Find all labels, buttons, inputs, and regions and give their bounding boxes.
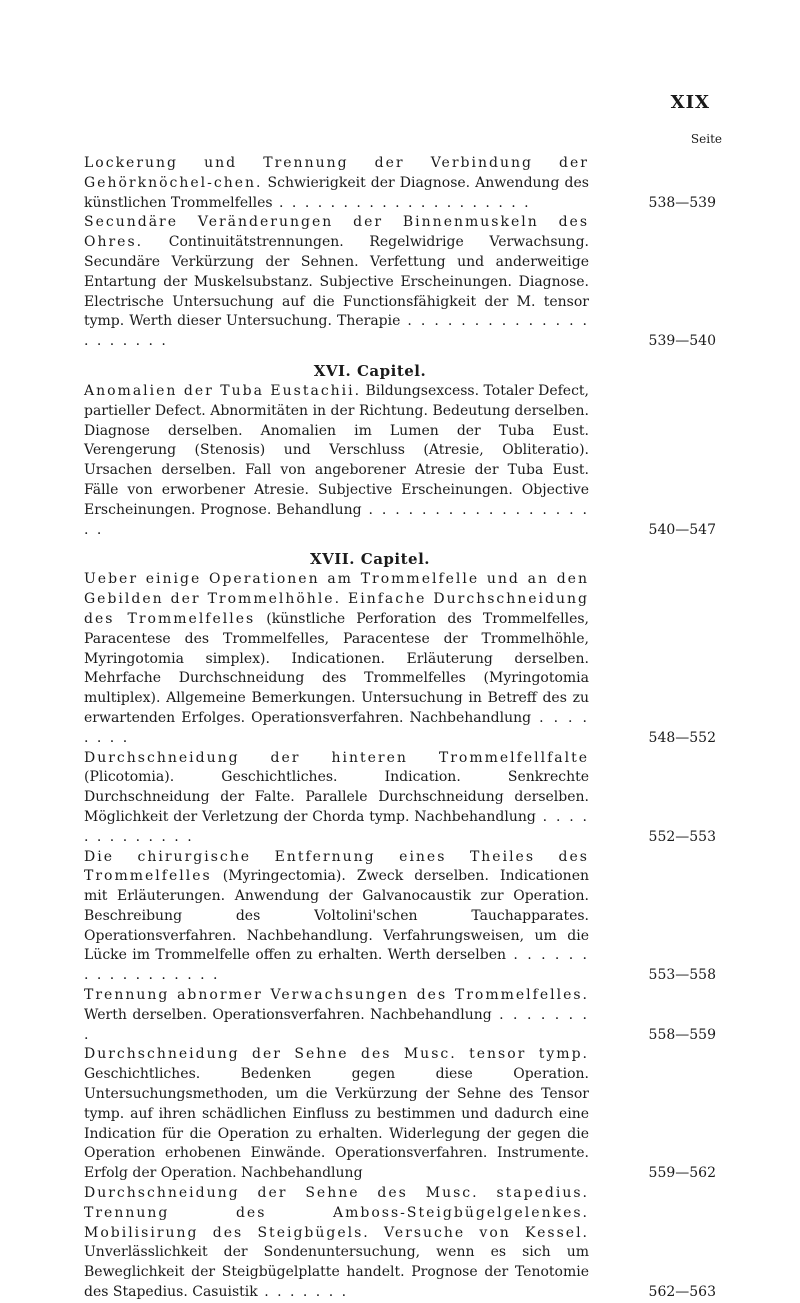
entry-heading: Secundäre Veränderungen der Binnenmuskeln des Ohres.	[84, 214, 589, 251]
toc-entry	[84, 986, 716, 1045]
entry-pages: 552—553	[648, 828, 716, 845]
seite-label: Seite	[690, 132, 722, 146]
entry-heading: Die chirurgische Entfernung eines Theiles des Trommelfelles	[84, 848, 589, 885]
entry-pages: 559—562	[648, 1165, 716, 1182]
entry-pages: 562—563	[648, 1284, 716, 1301]
toc-entry	[84, 848, 716, 987]
entry-text: (künstliche Perforation des Trommelfelles, Paracentese des Trommelfelles, Paracentese der Trommelhöhle, Myringotomia simplex). Indicationen. Erläuterung derselben. Mehrfache Durchschneidung des Trommelfelles (Myringotomia multiplex). Allgemeine Bemerkungen. Untersuchung in Betreff des zu erwartenden Erfolges. Operationsverfahren. Nachbehandlung	[84, 610, 590, 726]
entry-heading: Ueber einige Operationen am Trommelfelle und an den Gebilden der Trommelhöhle. Einfache Durchschneidung des Trommelfelles	[84, 571, 589, 627]
chapter-heading: XVII. Capitel.	[310, 550, 430, 569]
entry-text: Continuitätstrennungen. Regelwidrige Verwachsung. Secundäre Verkürzung der Sehnen. Verfettung und anderweitige Entartung der Muskelsubstanz. Subjective Erscheinungen. Diagnose. Electrische Untersuchung auf die Functionsfähigkeit der M. tensor tymp. Werth dieser Untersuchung. Therapie	[84, 234, 589, 330]
entry-text: Werth derselben. Operationsverfahren. Nachbehandlung	[84, 1006, 492, 1023]
entry-dots: . . . . . . . .	[84, 1006, 589, 1043]
entry-heading: Durchschneidung der Sehne des Musc. stapedius. Trennung des Amboss-Steigbügelgelenkes. Mobilisirung des Steigbügels. Versuche von Kessel.	[84, 1185, 589, 1241]
chapter-heading: XVI. Capitel.	[313, 361, 427, 380]
entry-dots: . . . . . . .	[257, 1284, 349, 1301]
entry-dots: . . . . . . . . . . . . .	[84, 808, 589, 845]
toc-entry	[84, 154, 716, 213]
toc-entry	[84, 749, 716, 848]
toc-entry	[84, 570, 716, 748]
entry-dots: . . . . . . . . . . . . . . . . .	[84, 947, 590, 984]
entry-text: Schwierigkeit der Diagnose. Anwendung des künstlichen Trommelfelles	[84, 174, 589, 211]
toc-entry	[84, 382, 716, 540]
entry-text: (Myringectomia). Zweck derselben. Indicationen mit Erläuterungen. Anwendung der Galvanocaustik zur Operation. Beschreibung des Voltolini'schen Tauchapparates. Operationsverfahren. Nachbehandlung. Verfahrungsweisen, um die Lücke im Trommelfelle offen zu erhalten. Werth derselben	[84, 868, 589, 964]
entry-dots: . . . . . . . . . . . . . . . . . . . .	[272, 194, 531, 211]
entry-dots: . . . . . . . . . . . . . . . . . . .	[84, 501, 589, 538]
entry-pages: 548—552	[648, 729, 716, 746]
entry-pages: 538—539	[648, 194, 716, 211]
entry-text: Geschichtliches. Bedenken gegen diese Operation. Untersuchungsmethoden, um die Verkürzung der Sehne des Tensor tymp. auf ihren schädlichen Einfluss zu bestimmen und dadurch eine Indication für die Operation zu erhalten. Widerlegung der gegen die Operation erhobenen Einwände. Operationsverfahren. Instrumente. Erfolg der Operation. Nachbehandlung	[84, 1066, 589, 1182]
page-number: XIX	[670, 92, 710, 113]
entry-dots: . . . . . . . . . . . . . . . . . . . . .	[84, 313, 589, 350]
entry-heading: Durchschneidung der hinteren Trommelfellfalte	[84, 749, 589, 766]
entry-text: Unverlässlichkeit der Sondenuntersuchung, wenn es sich um Beweglichkeit der Steigbügelplatte handelt. Prognose der Tenotomie des Stapedius. Casuistik	[84, 1244, 589, 1301]
entry-text: (Plicotomia). Geschichtliches. Indication. Senkrechte Durchschneidung der Falte. Parallele Durchschneidung derselben. Möglichkeit der Verletzung der Chorda tymp. Nachbehandlung	[84, 769, 589, 825]
entry-heading: Durchschneidung der Sehne des Musc. tensor tymp.	[84, 1046, 589, 1063]
table-of-contents	[84, 154, 716, 1303]
toc-entry	[84, 1045, 716, 1184]
entry-pages: 540—547	[648, 521, 716, 538]
entry-pages: 553—558	[648, 967, 716, 984]
entry-pages: 539—540	[648, 333, 716, 350]
toc-entry	[84, 213, 716, 352]
entry-text: Bildungsexcess. Totaler Defect, partieller Defect. Abnormitäten in der Richtung. Bedeutung derselben. Diagnose derselben. Anomalien im Lumen der Tuba Eust. Verengerung (Stenosis) und Verschluss (Atresie, Obliteratio). Ursachen derselben. Fall von angeborener Atresie der Tuba Eust. Fälle von erworbener Atresie. Subjective Erscheinungen. Objective Erscheinungen. Prognose. Behandlung	[84, 382, 589, 518]
toc-entry	[84, 1184, 716, 1303]
entry-pages: 558—559	[648, 1026, 716, 1043]
entry-heading: Lockerung und Trennung der Verbindung der Gehörknöchel-chen.	[84, 155, 589, 191]
entry-heading: Anomalien der Tuba Eustachii.	[84, 382, 362, 399]
entry-heading: Trennung abnormer Verwachsungen des Trommelfelles.	[84, 987, 589, 1004]
entry-dots: . . . . . . . .	[84, 709, 589, 746]
